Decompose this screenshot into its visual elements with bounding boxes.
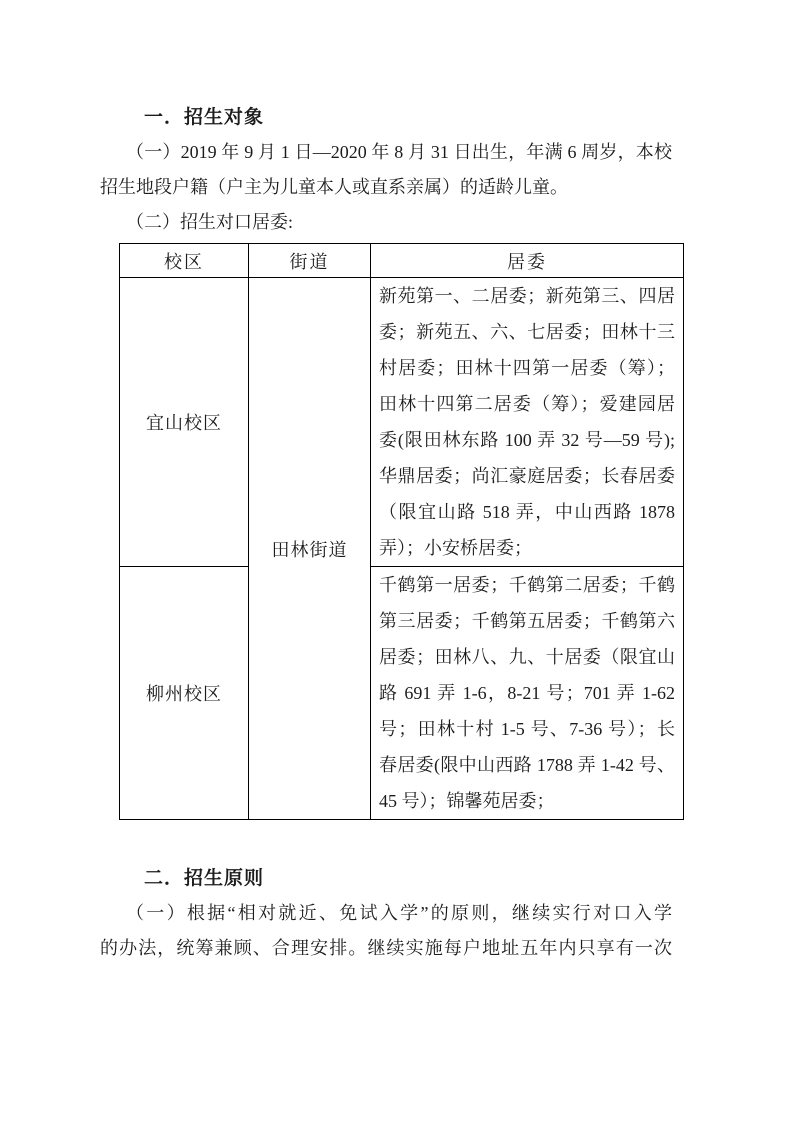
header-street: 街道 (249, 244, 371, 278)
document-body (100, 100, 675, 966)
table-header-row (120, 244, 684, 278)
street-cell-tianlin: 田林街道 (249, 278, 371, 820)
text-line: 的办法，统筹兼顾、合理安排。继续实施每户地址五年内只享有一次 (100, 938, 672, 958)
text-line: 弄）；小安桥居委； (379, 538, 532, 558)
table-row-yishan (120, 278, 684, 567)
committee-cell-liuzhou (371, 567, 684, 820)
text-line: 千鹤第一居委；千鹤第二居委；千鹤 (379, 575, 675, 595)
text-line: 45 号）；锦馨苑居委； (379, 791, 555, 811)
committee-table (119, 243, 684, 820)
text-line: 委(限田林东路 100 弄 32 号—59 号); (379, 430, 675, 450)
text-line: 招生地段户籍（户主为儿童本人或直系亲属）的适龄儿童。 (100, 177, 568, 197)
text-line: 村居委；田林十四第一居委（筹）； (379, 358, 675, 378)
text-line: 委；新苑五、六、七居委；田林十三 (379, 322, 675, 342)
para-enrollment-principle (100, 896, 672, 966)
text-line: （一）2019 年 9 月 1 日—2020 年 8 月 31 日出生，年满 6 周岁，本校 (126, 142, 672, 162)
text-line: 春居委(限中山西路 1788 弄 1-42 号、 (379, 755, 675, 775)
text-line: 路 691 弄 1-6，8-21 号；701 弄 1-62 (379, 683, 675, 703)
text-line: 第三居委；千鹤第五居委；千鹤第六 (379, 611, 675, 631)
header-campus: 校区 (120, 244, 249, 278)
text-line: 居委；田林八、九、十居委（限宜山 (379, 647, 675, 667)
section-1-heading: 一．招生对象 (144, 107, 265, 128)
committee-cell-yishan (371, 278, 684, 567)
table-row-liuzhou (120, 567, 684, 820)
text-line: （限宜山路 518 弄，中山西路 1878 (379, 502, 675, 522)
text-line: 田林十四第二居委（筹）；爱建园居 (379, 394, 675, 414)
section-2-heading: 二．招生原则 (144, 868, 265, 889)
header-committee: 居委 (371, 244, 684, 278)
campus-cell-yishan: 宜山校区 (120, 278, 249, 567)
text-line: 号；田林十村 1-5 号、7-36 号）；长 (379, 719, 675, 739)
text-line: （二）招生对口居委: (126, 212, 294, 232)
para-enrollment-target (100, 135, 672, 205)
campus-cell-liuzhou: 柳州校区 (120, 567, 249, 820)
text-line: 新苑第一、二居委；新苑第三、四居 (379, 286, 675, 306)
para-committee-intro (100, 205, 672, 240)
text-line: 华鼎居委；尚汇豪庭居委；长春居委 (379, 466, 675, 486)
text-line: （一）根据“相对就近、免试入学”的原则，继续实行对口入学 (126, 903, 672, 923)
